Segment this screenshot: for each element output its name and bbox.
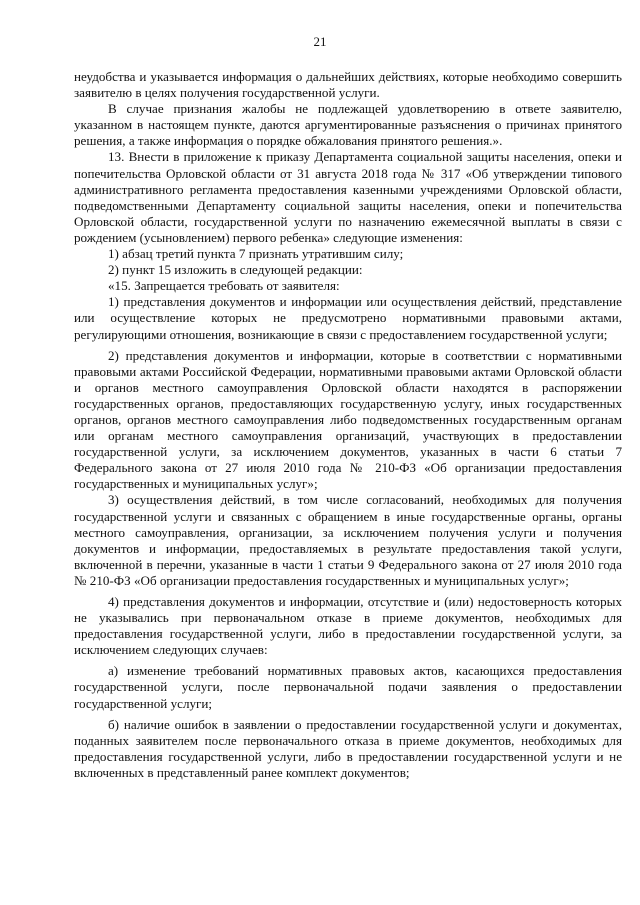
paragraph-clause-15-2: 2) представления документов и информации, которые в соответствии с нормативными правовыми актами Российской Федерации, нормативными правовыми актами Орловской области и органов местного самоуправления Орловской области находятся в распоряжении государственных органов, предоставляющих государственную услугу, иных государственных органов, органов местного самоуправления либо подведомственных государственным органам или органам местного самоуправления организаций, участвующих в предоставлении государственной услуги, за исключением документов, указанных в части 6 статьи 7 Федерального закона от 27 июля 2010 года № 210-ФЗ «Об организации предоставления государственных и муниципальных услуг»; [74, 347, 622, 492]
paragraph-clause-15-4: 4) представления документов и информации, отсутствие и (или) недостоверность которых не указывались при первоначальном отказе в приеме документов, необходимых для предоставления государственной услуги, либо в предоставлении государственной услуги, за исключением следующих случаев: [74, 594, 622, 658]
document-body [74, 69, 622, 781]
paragraph-case-a: а) изменение требований нормативных правовых актов, касающихся предоставления государственной услуги, после первоначальной подачи заявления о предоставлении государственной услуги; [74, 663, 622, 711]
paragraph-complaint-rejection: В случае признания жалобы не подлежащей удовлетворению в ответе заявителю, указанном в настоящем пункте, даются аргументированные разъяснения о причинах принятого решения, а также информация о порядке обжалования принятого решения.». [74, 101, 622, 149]
paragraph-clause-15-1: 1) представления документов и информации или осуществления действий, представление или осуществление которых не предусмотрено нормативными правовыми актами, регулирующими отношения, возникающие в связи с предоставлением государственной услуги; [74, 294, 622, 342]
paragraph-continuation: неудобства и указывается информация о дальнейших действиях, которые необходимо совершить заявителю в целях получения государственной услуги. [74, 69, 622, 101]
paragraph-subitem-1: 1) абзац третий пункта 7 признать утратившим силу; [108, 246, 404, 262]
paragraph-subitem-2: 2) пункт 15 изложить в следующей редакции: [108, 262, 363, 278]
paragraph-clause-15-3: 3) осуществления действий, в том числе согласований, необходимых для получения государственной услуги и связанных с обращением в иные государственные органы, органы местного самоуправления, организации, за исключением получения услуги и получения документов и информации, предоставляемых в результате предоставления такой услуги, включенной в перечни, указанные в части 1 статьи 9 Федерального закона от 27 июля 2010 года № 210-ФЗ «Об организации предоставления государственных и муниципальных услуг»; [74, 492, 622, 588]
paragraph-item-13: 13. Внести в приложение к приказу Департамента социальной защиты населения, опеки и попечительства Орловской области от 31 августа 2018 года № 317 «Об утверждении типового административного регламента предоставления казенными учреждениями Орловской области, подведомственными Департаменту социальной защиты населения, опеки и попечительства Орловской области, государственной услуги по назначению ежемесячной выплаты в связи с рождением (усыновлением) первого ребенка» следующие изменения: [74, 149, 622, 245]
page-number: 21 [313, 34, 327, 49]
paragraph-case-b: б) наличие ошибок в заявлении о предоставлении государственной услуги и документах, поданных заявителем после первоначального отказа в приеме документов, необходимых для предоставления государственной услуги, либо в предоставлении государственной услуги и не включенных в представленный ранее комплект документов; [74, 716, 622, 780]
paragraph-clause-15: «15. Запрещается требовать от заявителя: [108, 278, 340, 294]
